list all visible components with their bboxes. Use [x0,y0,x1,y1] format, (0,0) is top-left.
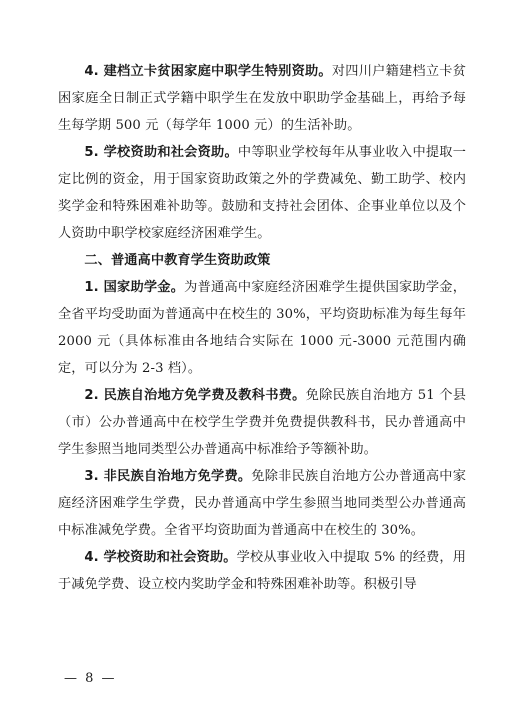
page-number: — 8 — [64,671,117,686]
paragraph-3-non-ethnic-areas [58,463,466,544]
paragraph-body: 免除民族自治地方 51 个县（市）公办普通高中在校学生学费并免费提供教科书，民办普通高中学生参照当地同类型公办普通高中标准给予等额补助。 [58,388,466,457]
paragraph-1-national-grant [58,274,466,382]
paragraph-body: 对四川户籍建档立卡贫困家庭全日制正式学籍中职学生在发放中职助学金基础上，再给予每生每学期 500 元（每学年 1000 元）的生活补助。 [58,64,467,133]
paragraph-lead: 2. 民族自治地方免学费及教科书费。 [84,388,306,403]
paragraph-lead: 1. 国家助学金。 [84,280,185,295]
paragraph-2-ethnic-areas [58,382,466,463]
paragraph-lead: 4. 建档立卡贫困家庭中职学生特别资助。 [84,64,332,79]
section-heading: 二、普通高中教育学生资助政策 [84,253,271,268]
paragraph-body: 免除非民族自治地方公办普通高中家庭经济困难学生学费，民办普通高中学生参照当地同类型公办普通高中标准减免学费。全省平均资助面为普通高中在校生的 30%。 [58,469,466,538]
paragraph-4-special-aid [58,58,466,139]
paragraph-body: 为普通高中家庭经济困难学生提供国家助学金，全省平均受助面为普通高中在校生的 30%，平均资助标准为每生每年 2000 元（具体标准由各地结合实际在 1000 元-3000 元范围内确定，可以分为 2-3 档）。 [58,280,466,376]
paragraph-4-school-social-aid [58,544,466,598]
page-content [58,58,466,598]
paragraph-lead: 5. 学校资助和社会资助。 [84,145,238,160]
paragraph-5-school-social-aid [58,139,466,247]
paragraph-body: 中等职业学校每年从事业收入中提取一定比例的资金，用于国家资助政策之外的学费减免、勤工助学、校内奖学金和特殊困难补助等。鼓励和支持社会团体、企事业单位以及个人资助中职学校家庭经济困难学生。 [58,145,467,241]
paragraph-lead: 4. 学校资助和社会资助。 [84,550,237,565]
paragraph-body: 学校从事业收入中提取 5% 的经费，用于减免学费、设立校内奖助学金和特殊困难补助等。积极引导 [58,550,466,592]
paragraph-lead: 3. 非民族自治地方免学费。 [84,469,252,484]
